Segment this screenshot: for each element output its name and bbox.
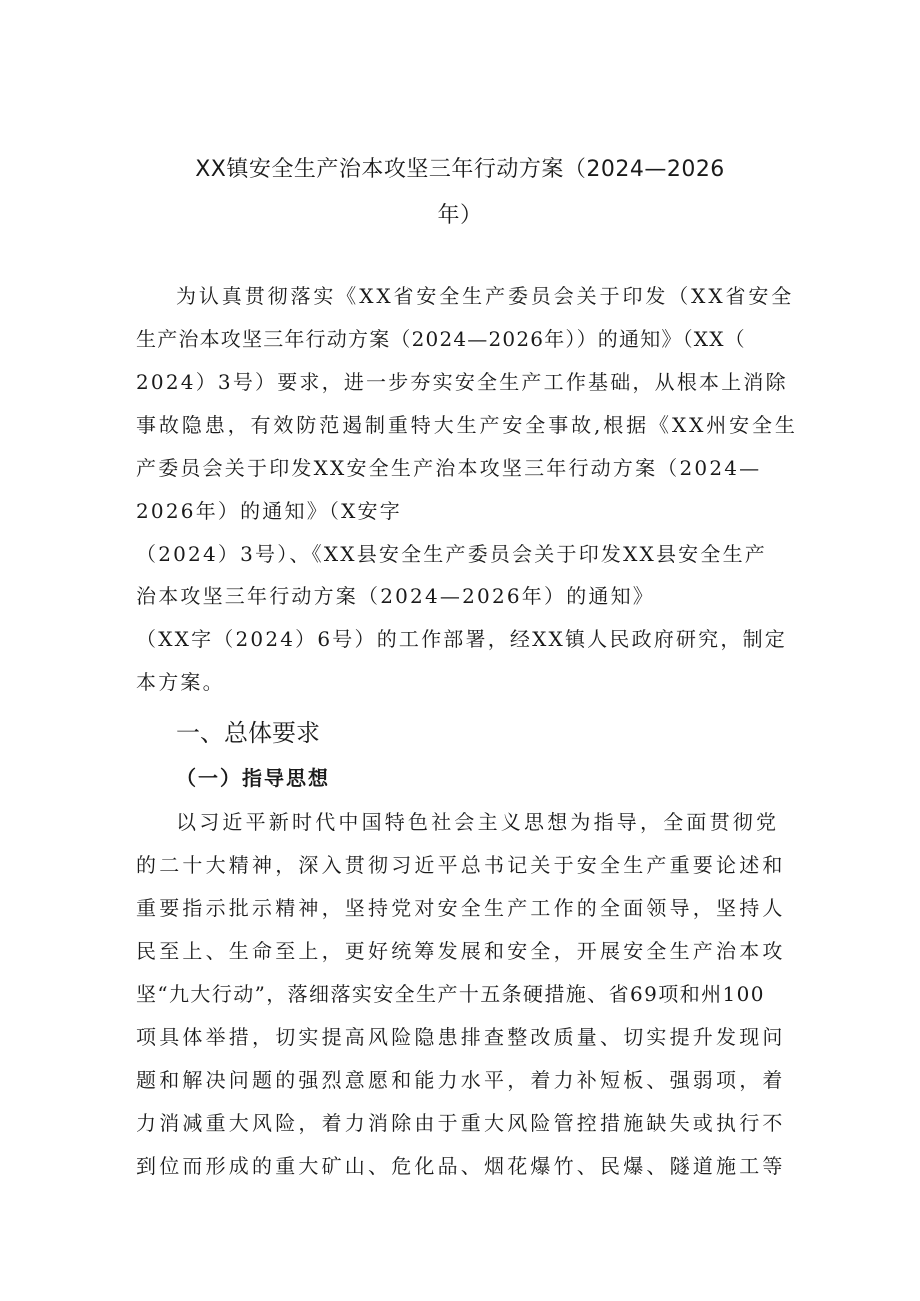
guiding-line: 民至上、生命至上，更好统筹发展和安全，开展安全生产治本攻 bbox=[136, 939, 786, 963]
intro-line: （2024）3号）、《XX县安全生产委员会关于印发XX县安全生产 bbox=[136, 542, 767, 566]
guiding-line: 重要指示批示精神，坚持党对安全生产工作的全面领导，坚持人 bbox=[136, 896, 786, 920]
intro-line: 为认真贯彻落实《XX省安全生产委员会关于印发（XX省安全 bbox=[176, 284, 795, 308]
section-heading-overall-requirements: 一、总体要求 bbox=[176, 719, 320, 747]
guiding-line: 题和解决问题的强烈意愿和能力水平，着力补短板、强弱项，着 bbox=[136, 1068, 786, 1092]
guiding-line: 到位而形成的重大矿山、危化品、烟花爆竹、民爆、隧道施工等 bbox=[136, 1154, 786, 1178]
intro-line: 产委员会关于印发XX安全生产治本攻坚三年行动方案（2024— bbox=[136, 456, 762, 480]
document-title-line-1: XX镇安全生产治本攻坚三年行动方案（2024—2026 bbox=[195, 157, 725, 182]
intro-line: 2026年）的通知》（X安字 bbox=[136, 499, 402, 523]
intro-line: 生产治本攻坚三年行动方案（2024—2026年））的通知》（XX（ bbox=[136, 327, 746, 351]
guiding-line: 坚“九大行动”，落细落实安全生产十五条硬措施、省69项和州100 bbox=[136, 982, 765, 1006]
intro-line: 2024）3号）要求，进一步夯实安全生产工作基础，从根本上消除 bbox=[136, 370, 788, 394]
intro-line: 本方案。 bbox=[136, 670, 225, 694]
document-title-line-2: 年） bbox=[437, 203, 483, 228]
intro-line: 事故隐患，有效防范遏制重特大生产安全事故,根据《XX州安全生 bbox=[136, 413, 798, 437]
subsection-heading-guiding-ideology: （一）指导思想 bbox=[176, 766, 330, 790]
intro-line: 治本攻坚三年行动方案（2024—2026年）的通知》 bbox=[136, 584, 655, 608]
intro-line: （XX字（2024）6号）的工作部署，经XX镇人民政府研究，制定 bbox=[136, 627, 787, 651]
guiding-line: 以习近平新时代中国特色社会主义思想为指导，全面贯彻党 bbox=[176, 810, 780, 834]
guiding-line: 项具体举措，切实提高风险隐患排查整改质量、切实提升发现问 bbox=[136, 1025, 786, 1049]
guiding-line: 力消减重大风险，着力消除由于重大风险管控措施缺失或执行不 bbox=[136, 1111, 786, 1135]
guiding-line: 的二十大精神，深入贯彻习近平总书记关于安全生产重要论述和 bbox=[136, 853, 786, 877]
